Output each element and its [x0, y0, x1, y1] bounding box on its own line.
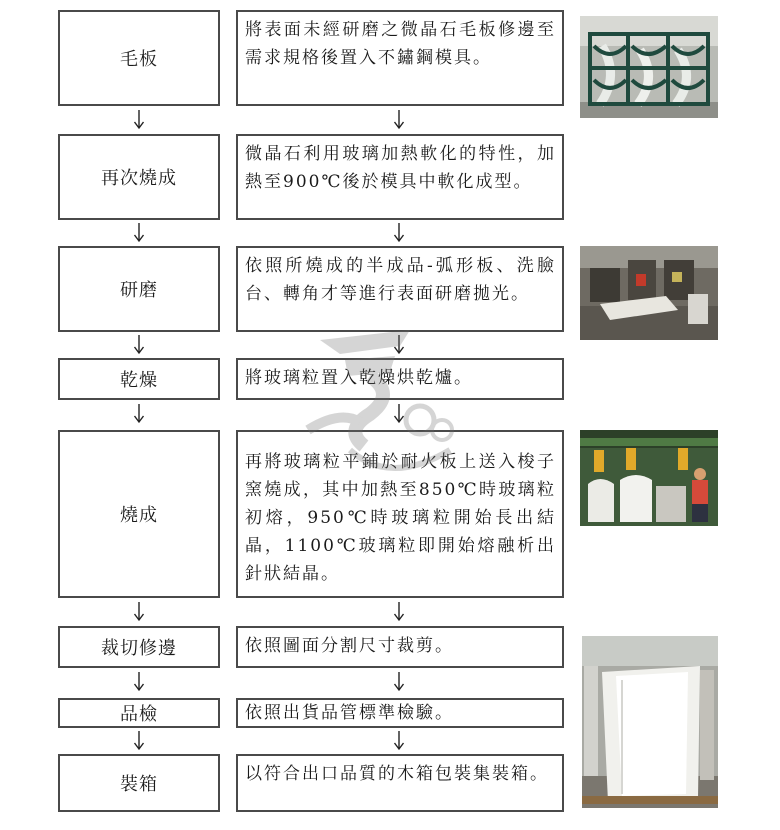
kiln-machine-photo-icon	[580, 430, 718, 526]
desc-text: 依照出貨品管標準檢驗。	[245, 703, 454, 723]
down-arrow-icon	[133, 110, 145, 130]
step-label: 毛板	[120, 49, 158, 70]
down-arrow-icon	[133, 672, 145, 692]
desc-box-6	[236, 626, 564, 668]
desc-text: 依照圖面分割尺寸裁剪。	[245, 636, 454, 656]
step-label: 裁切修邊	[101, 638, 177, 659]
desc-box-7	[236, 698, 564, 728]
desc-box-1	[236, 10, 564, 106]
desc-text: 將表面未經研磨之微晶石毛板修邊至需求規格後置入不鏽鋼模具。	[245, 20, 556, 68]
desc-text: 再將玻璃粒平鋪於耐火板上送入梭子窯燒成，其中加熱至850℃時玻璃粒初熔，950℃時玻璃粒開始長出結晶，1100℃玻璃粒即開始熔融析出針狀結晶。	[245, 452, 556, 584]
step-label: 燒成	[120, 505, 158, 526]
mold-rack-photo-icon	[580, 16, 718, 118]
desc-box-2	[236, 134, 564, 220]
step-box-2	[58, 134, 220, 220]
down-arrow-icon	[133, 731, 145, 751]
crated-panels-photo-icon	[582, 636, 718, 808]
step-label: 裝箱	[120, 774, 158, 795]
desc-text: 微晶石利用玻璃加熱軟化的特性，加熱至900℃後於模具中軟化成型。	[245, 144, 556, 192]
watermark-logo-icon	[300, 310, 470, 490]
step-box-6	[58, 626, 220, 668]
step-label: 再次燒成	[101, 168, 177, 189]
step-box-5	[58, 430, 220, 598]
down-arrow-icon	[133, 335, 145, 355]
step-box-7	[58, 698, 220, 728]
step-label: 乾燥	[120, 370, 158, 391]
down-arrow-icon	[133, 223, 145, 243]
down-arrow-icon	[393, 731, 405, 751]
desc-box-8	[236, 754, 564, 812]
step-box-8	[58, 754, 220, 812]
step-box-3	[58, 246, 220, 332]
step-box-1	[58, 10, 220, 106]
desc-text: 以符合出口品質的木箱包裝集裝箱。	[245, 764, 549, 784]
grinding-machine-photo-icon	[580, 246, 718, 340]
step-label: 研磨	[120, 280, 158, 301]
down-arrow-icon	[133, 602, 145, 622]
desc-text: 依照所燒成的半成品-弧形板、洗臉台、轉角才等進行表面研磨拋光。	[245, 256, 556, 304]
step-box-4	[58, 358, 220, 400]
step-label: 品檢	[120, 704, 158, 725]
desc-text: 將玻璃粒置入乾燥烘乾爐。	[245, 368, 473, 388]
down-arrow-icon	[393, 223, 405, 243]
down-arrow-icon	[393, 672, 405, 692]
down-arrow-icon	[133, 404, 145, 424]
down-arrow-icon	[393, 602, 405, 622]
down-arrow-icon	[393, 110, 405, 130]
